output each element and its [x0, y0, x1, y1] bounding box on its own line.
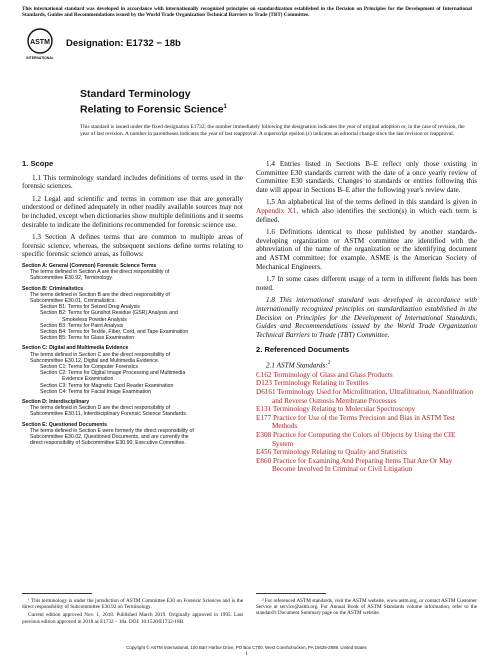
- reference-item[interactable]: [256, 379, 477, 388]
- section-a-heading: Section A: General (Common) Forensic Science Terms: [22, 262, 157, 269]
- section-a-desc: Subcommittee E30.92, Terminology.: [30, 275, 113, 282]
- section-e-desc: The terms defined in Section E were formerly the direct responsibility of: [30, 427, 194, 434]
- footnote-mark: 2: [327, 360, 331, 366]
- reference-title[interactable]: Terminology Relating to Textiles: [273, 379, 369, 388]
- para-1-1: 1.1 This terminology standard includes definitions of terms used in the forensic sciences.: [22, 173, 243, 191]
- section-b3: Section B3: Terms for Paint Analysis: [40, 322, 124, 329]
- section-b2: Section B2: Terms for Gunshot Residue (GSR) Analysis and: [40, 310, 178, 317]
- reference-title[interactable]: Terminology of Glass and Glass Products: [273, 370, 393, 379]
- reference-item[interactable]: [256, 405, 477, 414]
- reference-code[interactable]: E456: [256, 448, 272, 457]
- section-c2: Section C2: Terms for Digital Image Processing and Multimedia: [40, 370, 186, 377]
- reference-item[interactable]: [256, 414, 477, 431]
- para-1-6: 1.6 Definitions identical to those published by another standards-developing organization or ASTM committee are identified with the abbreviation of the name of the organization or the identifying document and ASTM committee; for example, ASME is the American Society of Mechanical Engineers.: [256, 228, 477, 271]
- section-c4: Section C4: Terms for Facial Image Examination: [40, 388, 151, 395]
- title-line-1: Standard Terminology: [80, 88, 191, 100]
- section-b: [22, 286, 243, 342]
- section-c-desc: The terms defined in Section C are the direct responsibility of: [30, 351, 171, 358]
- section-c-heading: Section C: Digital and Multimedia Evidence: [22, 345, 129, 352]
- section-d-desc: The terms defined in Section D are the direct responsibility of: [30, 405, 171, 412]
- para-1-5-text: , which also identifies the section(s) in which each term is defined.: [256, 206, 477, 224]
- svg-text:INTERNATIONAL: INTERNATIONAL: [26, 56, 54, 60]
- reference-item[interactable]: [256, 448, 477, 457]
- footnote-1-approval: Current edition approved Nov. 1, 2018. Published March 2019. Originally approved in 1995. Last previous edition approved in 2018 as E1732 – 18a. DOI: 10.1520/E1732-18B.: [22, 612, 243, 625]
- svg-text:ASTM: ASTM: [30, 39, 50, 46]
- page-number: 1: [245, 651, 248, 657]
- section-e: [22, 422, 243, 447]
- section-c1: Section C1: Terms for Computer Forensics: [40, 363, 138, 370]
- scope-heading: 1. Scope: [22, 159, 54, 168]
- reference-title[interactable]: Terminology Relating to Molecular Spectroscopy: [272, 405, 416, 414]
- designation: Designation: E1732 − 18b: [66, 38, 181, 49]
- para-1-5-text: 1.5 An alphabetical list of the terms defined in this standard is given in: [266, 198, 477, 207]
- footnote-1-text: ¹ This terminology is under the jurisdiction of ASTM Committee E30 on Forensic Sciences and is the direct responsibility of Subcommittee E30.92 on Terminology.: [22, 598, 243, 611]
- reference-title[interactable]: Terminology Used for Microfiltration, Ultrafiltration, Nanofiltration and Reverse Osmosis Membrane Processes: [272, 388, 474, 405]
- reference-title[interactable]: Terminology Relating to Quality and Statistics: [272, 448, 407, 457]
- footnote-2-text: ² For referenced ASTM standards, visit the ASTM website, www.astm.org, or contact ASTM Customer Service at service@astm.org. For Annual Book of ASTM Standards volume information, refer to the standard's Document Summary page on the ASTM website.: [256, 598, 477, 617]
- appendix-x1-link[interactable]: Appendix X1: [256, 206, 297, 215]
- reference-title[interactable]: Practice for Examining And Preparing Items That Are Or May Become Involved In Criminal or Civil Litigation: [272, 456, 453, 474]
- para-1-7: 1.7 In some cases different usage of a term in different fields has been noted.: [256, 275, 477, 292]
- reference-code[interactable]: E308: [256, 431, 272, 440]
- section-b-heading: Section B: Criminalistics: [22, 285, 84, 292]
- section-b5: Section B5: Terms for Glass Examination: [40, 335, 135, 342]
- reference-code[interactable]: E131: [256, 405, 272, 414]
- section-c2: Evidence Examination: [62, 376, 114, 383]
- reference-item[interactable]: [256, 457, 477, 474]
- left-column: [22, 160, 243, 446]
- footnote-2: [256, 598, 477, 619]
- section-d: [22, 399, 243, 418]
- reference-code[interactable]: C162: [256, 370, 272, 379]
- reference-code[interactable]: D123: [256, 379, 272, 388]
- reference-list: [256, 371, 477, 474]
- astm-standards-intro: [256, 360, 477, 370]
- astm-standards-label: 2.1 ASTM Standards:: [266, 361, 328, 370]
- title-line-2: Relating to Forensic Science: [80, 103, 224, 116]
- footnote-rule: [256, 593, 326, 594]
- para-1-4: 1.4 Entries listed in Sections B–E reflect only those existing in Committee E30 standards current with the date of a once yearly review of Committee E30 standards. Changes to standards or entries following this date will appear in Sections B–E after the following year's review date.: [256, 160, 477, 194]
- section-b-desc: Subcommittee E30.01, Criminalistics.: [30, 297, 116, 304]
- reference-code[interactable]: D6161: [256, 388, 276, 397]
- section-c3: Section C3: Terms for Magnetic Card Reader Examination: [40, 382, 174, 389]
- section-c-desc: Subcommittee E30.12, Digital and Multimedia Evidence.: [30, 357, 160, 364]
- reference-title[interactable]: Practice for Computing the Colors of Objects by Using the CIE System: [272, 431, 456, 448]
- reference-code[interactable]: E177: [256, 413, 272, 422]
- reference-code[interactable]: E860: [256, 456, 272, 465]
- reference-item[interactable]: [256, 388, 477, 405]
- section-e-heading: Section E: Questioned Documents: [22, 421, 108, 428]
- astm-logo: [26, 28, 54, 62]
- reference-item[interactable]: [256, 371, 477, 380]
- para-1-5: [256, 198, 477, 224]
- section-e-desc: Subcommittee E30.02, Questioned Documents, and are currently the: [30, 434, 189, 441]
- footnote-rule: [22, 593, 92, 594]
- copyright-footer: Copyright © ASTM International, 100 Barr Harbor Drive, PO Box C700, West Conshohocken, PA 19428-2959. United States: [126, 645, 367, 650]
- footnote-1: [22, 598, 243, 627]
- section-c: [22, 345, 243, 395]
- section-d-desc: Subcommittee E30.11, Interdisciplinary Forensic Science Standards.: [30, 411, 188, 418]
- document-title: [80, 88, 227, 117]
- para-1-8: 1.8 This international standard was developed in accordance with internationally recognized principles on standardization established in the Decision on Principles for the Development of International Standards, Guides and Recommendations issued by the World Trade Organization Technical Barriers to Trade (TBT) Committee.: [256, 296, 477, 339]
- title-footnote-mark: 1: [223, 104, 227, 110]
- section-b2: Smokeless Powder Analysis: [62, 316, 127, 323]
- section-b-desc: The terms defined in Section B are the direct responsibility of: [30, 291, 170, 298]
- section-b1: Section B1: Terms for Seized Drug Analysis: [40, 304, 140, 311]
- tbt-notice: This international standard was developed in accordance with internationally recognized principles on standardization established in the Decision on Principles for the Development of International Standards, Guides and Recommendations issued by the World Trade Organization Technical Barriers to Trade (TBT) Committee.: [22, 6, 472, 19]
- para-1-2: 1.2 Legal and scientific and terms in common use that are generally understood or defined adequately in other readily available sources may not be included, except when dictionaries show multiple definitions and it seems desirable to indicate the definitions recommended for forensic science use.: [22, 194, 243, 229]
- section-a: [22, 263, 243, 282]
- section-d-heading: Section D: Interdisciplinary: [22, 399, 90, 405]
- para-1-3: 1.3 Section A defines terms that are common to multiple areas of forensic science, whereas, the subsequent sections define terms relating to specific forensic science areas, as follows:: [22, 233, 243, 259]
- right-column: [256, 160, 477, 474]
- referenced-documents-heading: 2. Referenced Documents: [256, 345, 350, 355]
- reference-title[interactable]: Practice for Use of the Terms Precision and Bias in ASTM Test Methods: [272, 413, 455, 431]
- section-b4: Section B4: Terms for Textile, Fiber, Cord, and Tape Examination: [40, 328, 189, 335]
- section-e-desc: direct responsibility of Subcommittee E30.90, Executive Committee.: [30, 440, 186, 447]
- reference-item[interactable]: [256, 431, 477, 448]
- issued-statement: This standard is issued under the fixed designation E1732; the number immediately following the designation indicates the year of original adoption or, in the case of revision, the year of last revision. A number in parentheses indicates the year of last reapproval. A superscript epsilon (ε) indicates an editorial change since the last revision or reapproval.: [80, 124, 465, 137]
- section-a-desc: The terms defined in Section A are the direct responsibility of: [30, 269, 170, 276]
